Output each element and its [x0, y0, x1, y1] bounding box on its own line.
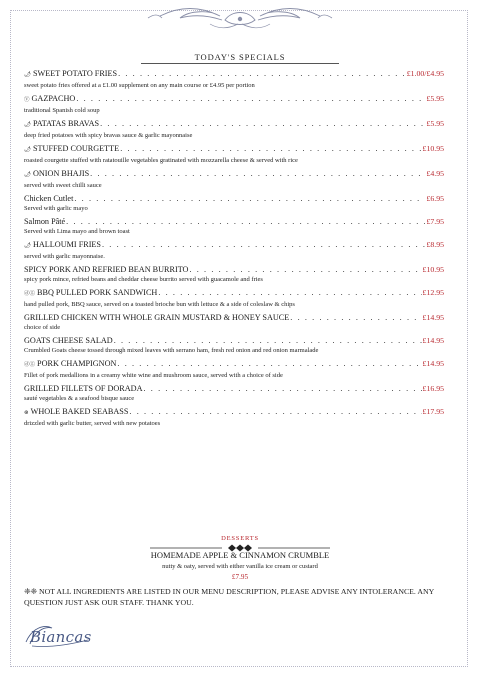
menu-item-name [24, 358, 116, 371]
menu-item-description: choice of side [24, 324, 61, 331]
menu-item-price: £14.95 [422, 336, 444, 345]
menu-item-price: £10.95 [422, 144, 444, 153]
leader-dots [129, 406, 421, 417]
menu-item-price: £4.95 [426, 169, 444, 178]
menu-item-line [24, 118, 444, 131]
page-title: TODAY'S SPECIALS [194, 52, 286, 62]
title-underline [141, 63, 339, 64]
menu-item-name [24, 383, 143, 394]
menu-item-description: served with sweet chilli sauce [24, 182, 102, 189]
menu-item-description: Fillet of pork medallions in a creamy white wine and mushroom sauce, served with a choice of side [24, 372, 283, 379]
menu-item-name [24, 287, 157, 300]
gluten-free-icon: ⊛ [24, 410, 29, 416]
menu-item [24, 406, 444, 429]
menu-item-price: £5.95 [426, 94, 444, 103]
menu-item-line [24, 264, 444, 275]
menu-item-name-text: GAZPACHO [31, 94, 76, 103]
menu-item-description: served with garlic mayonnaise. [24, 253, 105, 260]
menu-item-name-text: PATATAS BRAVAS [32, 119, 100, 128]
vegan-gluten-free-icon: Ⓥ [24, 97, 30, 103]
menu-item-description: deep fried potatoes with spicy bravas sauce & garlic mayonnaise [24, 132, 193, 139]
leader-dots [144, 383, 422, 394]
menu-item-price: £17.95 [422, 407, 444, 416]
menu-item-name [24, 216, 65, 227]
menu-item-price: £8.95 [426, 240, 444, 249]
menu-item-name-text: SWEET POTATO FRIES [32, 69, 118, 78]
chili-pepper-icon: 🌶 [24, 72, 31, 78]
dessert-item-description: nutty & oaty, served with either vanilla ice cream or custard [162, 563, 318, 570]
menu-item-description: Served with Lima mayo and brown toast [24, 228, 130, 235]
menu-item-name [24, 68, 117, 81]
menu-item-name [24, 143, 119, 156]
menu-item-line [24, 406, 444, 419]
menu-item-name [24, 168, 89, 181]
leader-dots [100, 118, 425, 129]
dessert-item-name: HOMEMADE APPLE & CINNAMON CRUMBLE [150, 550, 330, 560]
menu-item-description: spicy pork mince, refried beans and cheddar cheese burrito served with guacamole and fries [24, 276, 263, 283]
menu-item-price: £1.00/£4.95 [406, 69, 444, 78]
leader-dots [66, 216, 425, 227]
menu-item-line [24, 143, 444, 156]
menu-item [24, 216, 444, 237]
menu-item-name [24, 264, 188, 275]
menu-item-name [24, 406, 128, 419]
menu-item-name-text: HALLOUMI FRIES [32, 240, 101, 249]
menu-item-price: £14.95 [422, 359, 444, 368]
menu-item-line [24, 239, 444, 252]
menu-item-name-text: ONION BHAJIS [32, 169, 90, 178]
menu-item-description: hand pulled pork, BBQ sauce, served on a toasted brioche bun with lettuce & a side of coleslaw & chips [24, 301, 295, 308]
chili-pepper-icon: 🌶 [24, 243, 31, 249]
leader-dots [90, 168, 425, 179]
menu-item-line [24, 312, 444, 323]
menu-item-line [24, 216, 444, 227]
menu-item-line [24, 193, 444, 204]
menu-item-name-text: Salmon Pâté [24, 217, 66, 226]
menu-item-name [24, 93, 75, 106]
menu-item-description: sauté vegetables & a seafood bisque sauce [24, 395, 135, 402]
leader-dots [76, 93, 425, 104]
menu-item [24, 68, 444, 91]
menu-item-line [24, 335, 444, 346]
menu-item-name-text: WHOLE BAKED SEABASS [30, 407, 129, 416]
menu-item-line [24, 358, 444, 371]
menu-item-description: sweet potato fries offered at a £1.00 supplement on any main course or £4.95 per portion [24, 82, 255, 89]
restaurant-logo: Biancas [30, 628, 92, 646]
menu-item [24, 264, 444, 285]
leader-dots [74, 193, 425, 204]
menu-item [24, 239, 444, 262]
leader-dots [117, 358, 421, 369]
menu-item [24, 358, 444, 381]
menu-item-price: £5.95 [426, 119, 444, 128]
chili-pepper-icon: 🌶 [24, 172, 31, 178]
menu-item-name-text: Chicken Cutlet [24, 194, 74, 203]
menu-item-description: traditional Spanish cold soup [24, 107, 100, 114]
menu-item-name-text: PORK CHAMPIGNON [37, 359, 117, 368]
menu-item-name [24, 312, 289, 323]
menu-item-description: Crumbled Goats cheese tossed through mixed leaves with serrano ham, fresh red onion and red onion marmalade [24, 347, 319, 354]
menu-item-description: Served with garlic mayo [24, 205, 88, 212]
menu-item-name-text: GRILLED FILLETS OF DORADA [24, 384, 143, 393]
menu-item-price: £14.95 [422, 313, 444, 322]
menu-item-name [24, 239, 101, 252]
dairy-gluten-icon: ⓓⓖ [24, 362, 36, 368]
menu-item-price: £16.95 [422, 384, 444, 393]
menu-item-line [24, 93, 444, 106]
menu-item-line [24, 287, 444, 300]
menu-item-price: £6.95 [426, 194, 444, 203]
leader-dots [114, 335, 422, 346]
leader-dots [290, 312, 421, 323]
menu-item [24, 143, 444, 166]
menu-item [24, 312, 444, 333]
desserts-heading: DESSERTS [221, 535, 259, 542]
leader-dots [102, 239, 425, 250]
menu-item [24, 383, 444, 404]
leader-dots [189, 264, 421, 275]
menu-item-line [24, 168, 444, 181]
menu-item-name-text: GOATS CHEESE SALAD [24, 336, 113, 345]
menu-item-price: £7.95 [426, 217, 444, 226]
menu-item [24, 193, 444, 214]
dessert-item-price: £7.95 [231, 573, 249, 581]
specials-list [24, 68, 444, 431]
menu-item-price: £12.95 [422, 288, 444, 297]
menu-item-description: roasted courgette stuffed with ratatouille vegetables gratinated with mozzarella cheese & served with rice [24, 157, 298, 164]
leader-dots [118, 68, 406, 79]
menu-item [24, 118, 444, 141]
menu-item-line [24, 383, 444, 394]
menu-item-description: drizzled with garlic butter, served with new potatoes [24, 420, 161, 427]
chili-pepper-icon: 🌶 [24, 122, 31, 128]
menu-item-name [24, 118, 99, 131]
leader-dots [158, 287, 421, 298]
menu-item [24, 168, 444, 191]
menu-item-name-text: BBQ PULLED PORK SANDWICH [37, 288, 158, 297]
menu-item-name [24, 193, 73, 204]
menu-item-name-text: SPICY PORK AND REFRIED BEAN BURRITO [24, 265, 189, 274]
dairy-gluten-icon: ⓓⓖ [24, 291, 36, 297]
menu-item [24, 93, 444, 116]
menu-item-name-text: STUFFED COURGETTE [32, 144, 120, 153]
menu-item-price: £10.95 [422, 265, 444, 274]
menu-item [24, 287, 444, 310]
leader-dots [120, 143, 421, 154]
allergen-note: ❈❈ NOT ALL INGREDIENTS ARE LISTED IN OUR MENU DESCRIPTION, PLEASE ADVISE ANY INTOLERANCE. ANY QUESTION JUST ASK OUR STAFF. THANK YOU. [24, 587, 434, 607]
menu-item-name-text: GRILLED CHICKEN WITH WHOLE GRAIN MUSTARD & HONEY SAUCE [24, 313, 290, 322]
top-ornament-icon [140, 2, 340, 32]
menu-item-name [24, 335, 113, 346]
chili-pepper-icon: 🌶 [24, 147, 31, 153]
menu-item [24, 335, 444, 356]
menu-item-line [24, 68, 444, 81]
